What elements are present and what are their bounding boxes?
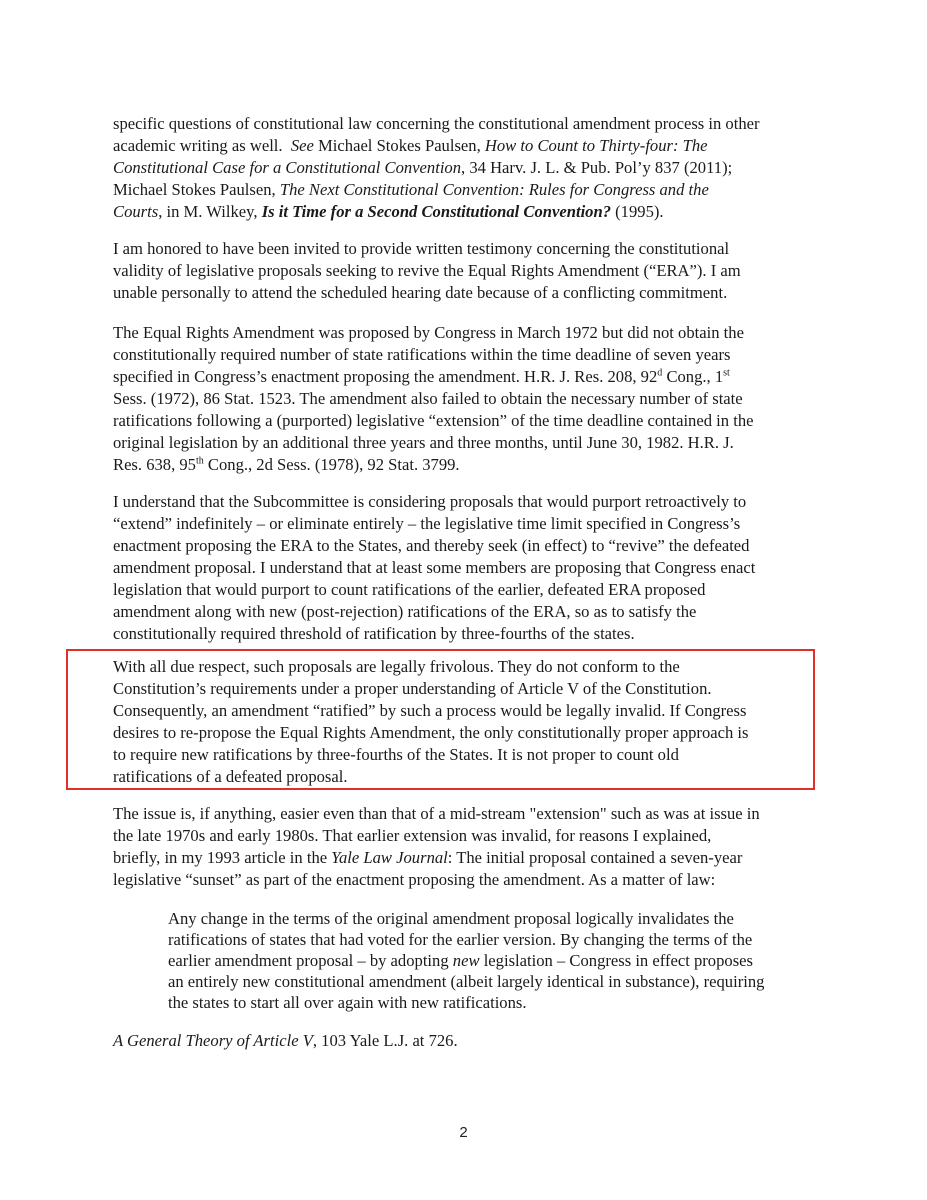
text-line: Constitution’s requirements under a proper understanding of Article V of the Constitution. <box>113 679 712 698</box>
text-line: constitutionally required threshold of ratification by three-fourths of the states. <box>113 624 635 643</box>
text-line: The Equal Rights Amendment was proposed by Congress in March 1972 but did not obtain the <box>113 323 744 342</box>
text-line: Courts, in M. Wilkey, Is it Time for a Second Constitutional Convention? (1995). <box>113 202 664 221</box>
text-line: Res. 638, 95th Cong., 2d Sess. (1978), 92 Stat. 3799. <box>113 455 460 474</box>
paragraph-subcommittee <box>113 491 843 645</box>
text-line: Any change in the terms of the original amendment proposal logically invalidates the <box>168 909 734 928</box>
citation <box>113 1030 843 1052</box>
text-line: the states to start all over again with new ratifications. <box>168 993 527 1012</box>
text-line: Michael Stokes Paulsen, The Next Constitutional Convention: Rules for Congress and the <box>113 180 709 199</box>
text-line: original legislation by an additional three years and three months, until June 30, 1982. H.R. J. <box>113 433 734 452</box>
text-line: ratifications of states that had voted for the earlier version. By changing the terms of the <box>168 930 753 949</box>
page-number: 2 <box>459 1124 468 1141</box>
paragraph-honored <box>113 238 843 304</box>
text-line: The issue is, if anything, easier even than that of a mid-stream "extension" such as was at issue in <box>113 804 760 823</box>
paragraph-issue <box>113 803 843 891</box>
text-line: I understand that the Subcommittee is considering proposals that would purport retroactively to <box>113 492 747 511</box>
paragraph-citations <box>113 113 843 223</box>
text-line: amendment proposal. I understand that at least some members are proposing that Congress enact <box>113 558 756 577</box>
text-line: amendment along with new (post-rejection) ratifications of the ERA, so as to satisfy the <box>113 602 697 621</box>
text-line: unable personally to attend the scheduled hearing date because of a conflicting commitment. <box>113 283 728 302</box>
text-line: ratifications of a defeated proposal. <box>113 767 348 786</box>
text-line: A General Theory of Article V, 103 Yale L.J. at 726. <box>113 1031 458 1050</box>
text-line: I am honored to have been invited to provide written testimony concerning the constitutional <box>113 239 730 258</box>
text-line: academic writing as well. See Michael Stokes Paulsen, How to Count to Thirty-four: The <box>113 136 708 155</box>
paragraph-era-history <box>113 322 843 476</box>
block-quote <box>168 908 848 1013</box>
text-line: ratifications following a (purported) legislative “extension” of the time deadline contained in the <box>113 411 754 430</box>
text-line: earlier amendment proposal – by adopting new legislation – Congress in effect proposes <box>168 951 753 970</box>
text-line: legislation that would purport to count ratifications of the earlier, defeated ERA proposed <box>113 580 706 599</box>
text-line: legislative “sunset” as part of the enactment proposing the amendment. As a matter of law: <box>113 870 716 889</box>
text-line: “extend” indefinitely – or eliminate entirely – the legislative time limit specified in Congress’s <box>113 514 741 533</box>
text-line: specific questions of constitutional law concerning the constitutional amendment process in other <box>113 114 760 133</box>
text-line: With all due respect, such proposals are legally frivolous. They do not conform to the <box>113 657 680 676</box>
text-line: to require new ratifications by three-fourths of the States. It is not proper to count old <box>113 745 679 764</box>
text-line: validity of legislative proposals seeking to revive the Equal Rights Amendment (“ERA”). I am <box>113 261 741 280</box>
text-line: Sess. (1972), 86 Stat. 1523. The amendment also failed to obtain the necessary number of state <box>113 389 743 408</box>
text-line: constitutionally required number of state ratifications within the time deadline of seven years <box>113 345 731 364</box>
text-line: an entirely new constitutional amendment (albeit largely identical in substance), requiring <box>168 972 765 991</box>
text-line: the late 1970s and early 1980s. That earlier extension was invalid, for reasons I explained, <box>113 826 712 845</box>
text-line: specified in Congress’s enactment proposing the amendment. H.R. J. Res. 208, 92$^d$ Cong., 1st <box>113 367 730 386</box>
text-line: desires to re-propose the Equal Rights Amendment, the only constitutionally proper approach is <box>113 723 749 742</box>
text-line: enactment proposing the ERA to the States, and thereby seek (in effect) to “revive” the defeated <box>113 536 750 555</box>
paragraph-highlighted <box>113 656 843 788</box>
text-line: Constitutional Case for a Constitutional Convention, 34 Harv. J. L. & Pub. Pol’y 837 (2011); <box>113 158 733 177</box>
text-line: Consequently, an amendment “ratified” by such a process would be legally invalid. If Congress <box>113 701 747 720</box>
text-line: briefly, in my 1993 article in the Yale Law Journal: The initial proposal contained a seven-year <box>113 848 743 867</box>
